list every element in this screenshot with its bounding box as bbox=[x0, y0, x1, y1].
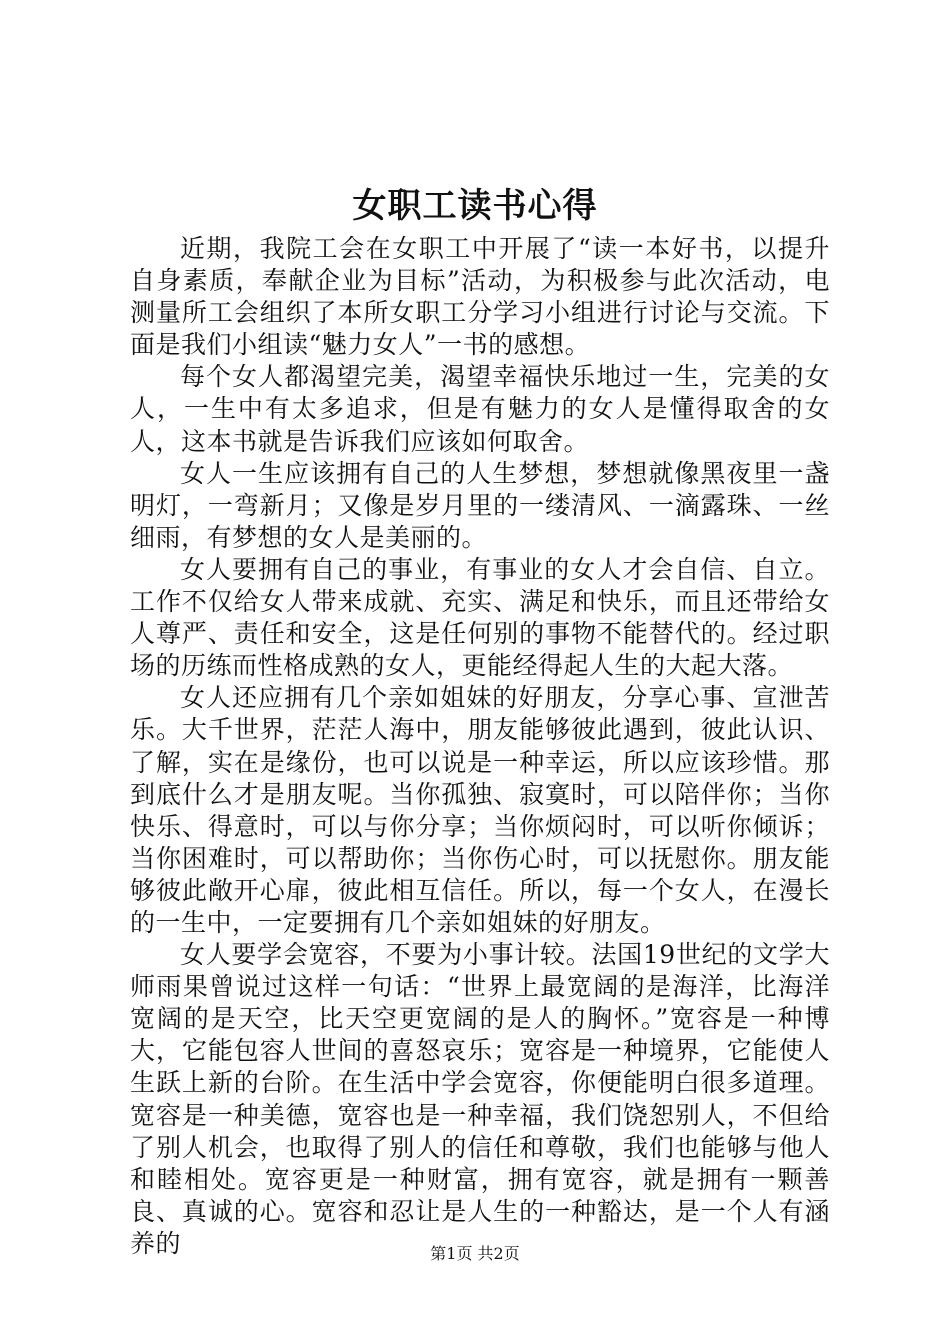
paragraph: 女人还应拥有几个亲如姐妹的好朋友，分享心事、宣泄苦乐。大千世界，茫茫人海中，朋友能够彼此遇到，彼此认识、了解，实在是缘份，也可以说是一种幸运，所以应该珍惜。那到底什么才是朋友呢。当你孤独、寂寞时，可以陪伴你；当你快乐、得意时，可以与你分享；当你烦闷时，可以听你倾诉；当你困难时，可以帮助你；当你伤心时，可以抚慰你。朋友能够彼此敞开心扉，彼此相互信任。所以，每一个女人，在漫长的一生中，一定要拥有几个亲如姐妹的好朋友。 bbox=[130, 683, 830, 937]
paragraph: 女人要学会宽容，不要为小事计较。法国19世纪的文学大师雨果曾说过这样一句话：“世界上最宽阔的是海洋，比海洋宽阔的是天空，比天空更宽阔的是人的胸怀。”宽容是一种博大，它能包容人世间的喜怒哀乐；宽容是一种境界，它能使人生跃上新的台阶。在生活中学会宽容，你便能明白很多道理。宽容是一种美德，宽容也是一种幸福，我们饶恕别人，不但给了别人机会，也取得了别人的信任和尊敬，我们也能够与他人和睦相处。宽容更是一种财富，拥有宽容，就是拥有一颗善良、真诚的心。宽容和忍让是人生的一种豁达，是一个人有涵养的 bbox=[130, 940, 830, 1258]
document-body bbox=[130, 233, 830, 1260]
page-footer: 第1页 共2页 bbox=[430, 1244, 520, 1263]
paragraph: 每个女人都渴望完美，渴望幸福快乐地过一生，完美的女人，一生中有太多追求，但是有魅力的女人是懂得取舍的女人，这本书就是告诉我们应该如何取舍。 bbox=[130, 362, 830, 456]
paragraph: 女人一生应该拥有自己的人生梦想，梦想就像黑夜里一盏明灯，一弯新月；又像是岁月里的一缕清风、一滴露珠、一丝细雨，有梦想的女人是美丽的。 bbox=[130, 458, 830, 552]
document-title: 女职工读书心得 bbox=[352, 186, 598, 226]
paragraph: 近期，我院工会在女职工中开展了“读一本好书，以提升自身素质，奉献企业为目标”活动，为积极参与此次活动，电测量所工会组织了本所女职工分学习小组进行讨论与交流。下面是我们小组读“魅力女人”一书的感想。 bbox=[130, 234, 830, 360]
paragraph: 女人要拥有自己的事业，有事业的女人才会自信、自立。工作不仅给女人带来成就、充实、满足和快乐，而且还带给女人尊严、责任和安全，这是任何别的事物不能替代的。经过职场的历练而性格成熟的女人，更能经得起人生的大起大落。 bbox=[130, 554, 830, 681]
